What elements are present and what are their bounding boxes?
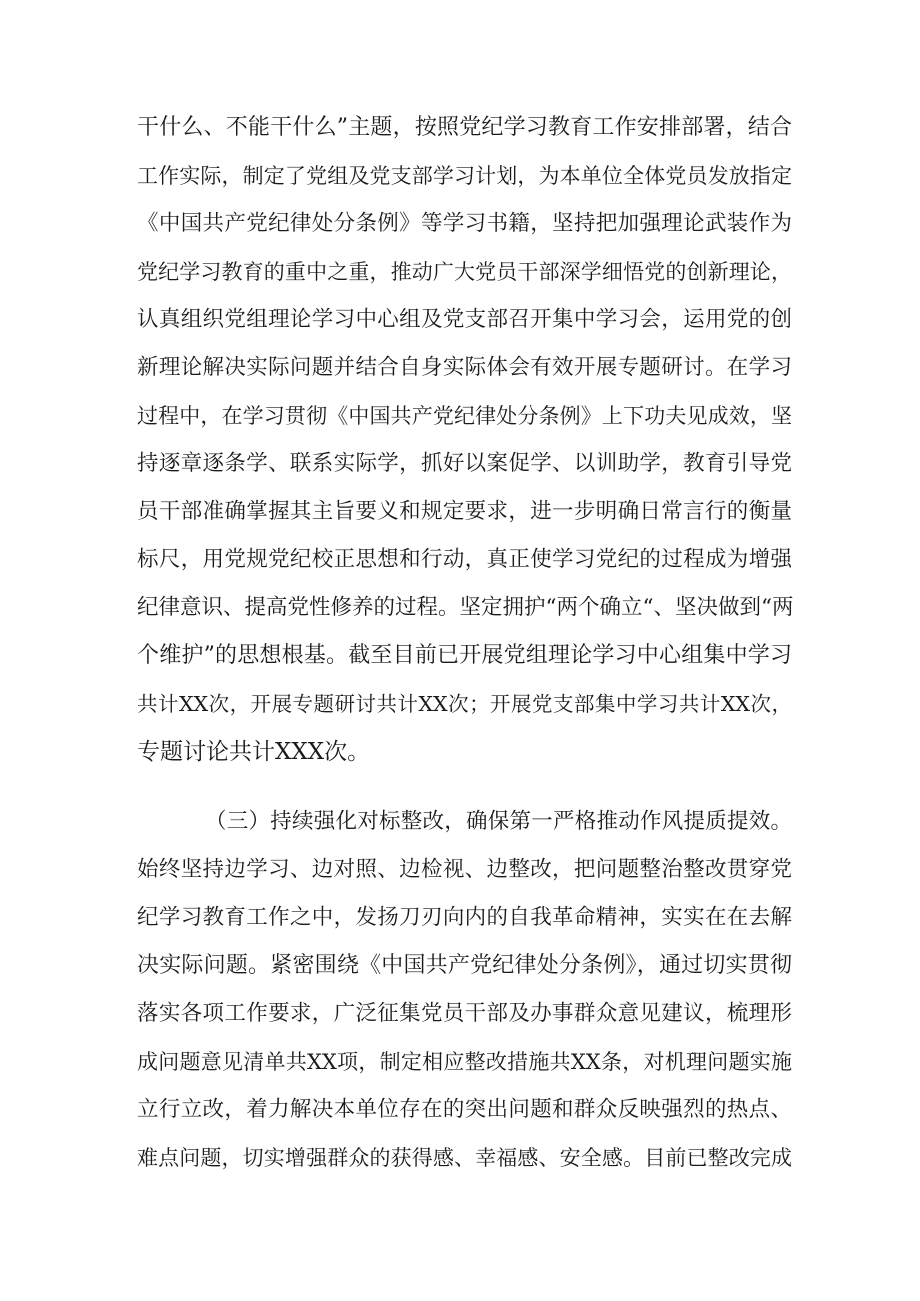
paragraph-line: 专题讨论共计XXX次。 — [137, 739, 371, 765]
paragraph-line: 难点问题，切实增强群众的获得感、幸福感、安全感。目前已整改完成 — [137, 1146, 792, 1170]
paragraph-line: 落实各项工作要求，广泛征集党员干部及办事群众意见建议，梳理形 — [137, 1001, 792, 1026]
paragraph-line: 党纪学习教育的重中之重，推动广大党员干部深学细悟党的创新理论， — [137, 260, 792, 284]
paragraph-line: 个维护”的思想根基。截至目前已开展党组理论学习中心组集中学习 — [137, 643, 792, 668]
paragraph-line: 纪学习教育工作之中，发扬刀刃向内的自我革命精神，实实在在去解 — [137, 905, 792, 930]
paragraph-line: 决实际问题。紧密围绕《中国共产党纪律处分条例》，通过切实贯彻 — [137, 953, 792, 978]
paragraph-line: 标尺，用党规党纪校正思想和行动，真正使学习党纪的过程成为增强 — [137, 547, 792, 572]
paragraph-line: 工作实际，制定了党组及党支部学习计划，为本单位全体党员发放指定 — [137, 164, 792, 188]
paragraph-line: 纪律意识、提高党性修养的过程。坚定拥护“两个确立“、坚决做到“两 — [137, 595, 794, 620]
paragraph-line: 共计XX次，开展专题研讨共计XX次；开展党支部集中学习共计XX次， — [137, 692, 792, 716]
paragraph-line: 持逐章逐条学、联系实际学，抓好以案促学、以训助学，教育引导党 — [137, 451, 792, 476]
paragraph-line: 立行立改，着力解决本单位存在的突出问题和群众反映强烈的热点、 — [137, 1097, 792, 1122]
paragraph-line: 认真组织党组理论学习中心组及党支部召开集中学习会，运用党的创 — [137, 307, 792, 332]
paragraph-line: 成问题意见清单共XX项，制定相应整改措施共XX条，对机理问题实施 — [137, 1050, 792, 1074]
paragraph-line: 过程中，在学习贯彻《中国共产党纪律处分条例》上下功夫见成效，坚 — [137, 404, 792, 428]
paragraph-line: 始终坚持边学习、边对照、边检视、边整改，把问题整治整改贯穿党 — [137, 857, 792, 882]
paragraph-line: 《中国共产党纪律处分条例》等学习书籍，坚持把加强理论武装作为 — [137, 211, 792, 236]
paragraph-line: 新理论解决实际问题并结合自身实际体会有效开展专题研讨。在学习 — [137, 355, 792, 380]
paragraph-line: 员干部准确掌握其主旨要义和规定要求，进一步明确日常言行的衡量 — [137, 499, 792, 524]
paragraph-line: 干什么、不能干什么”主题，按照党纪学习教育工作安排部署，结合 — [137, 115, 792, 140]
section-heading: （三）持续强化对标整改，确保第一严格推动作风提质提效。 — [205, 809, 792, 834]
